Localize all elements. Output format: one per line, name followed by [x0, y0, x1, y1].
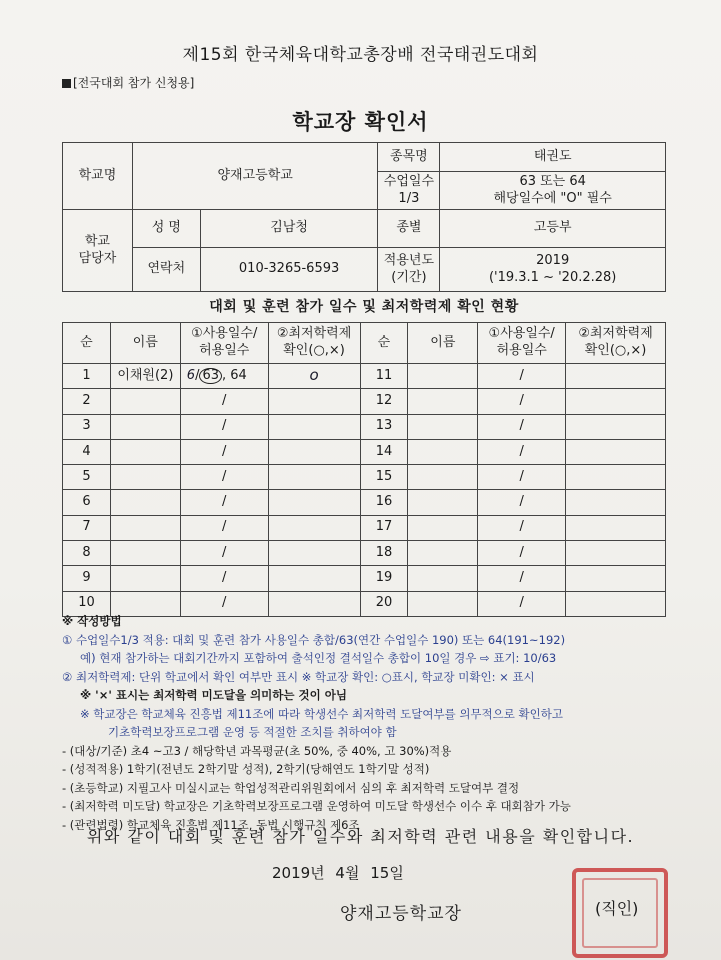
- row-name: [110, 439, 180, 464]
- class-days-value-line1: 63 또는 64: [519, 173, 586, 189]
- manager-label-line1: 학교: [84, 233, 110, 249]
- form-label-text: [전국대회 참가 신청용]: [73, 76, 195, 90]
- contact-label: 연락처: [132, 248, 200, 292]
- table-row: [63, 566, 666, 591]
- row-name: [110, 515, 180, 540]
- row-check: [566, 389, 666, 414]
- header-used-days-2-line1: ①사용일수/: [488, 326, 555, 342]
- header-check-line1: ②최저학력제: [276, 326, 352, 342]
- note-4b: 기초학력보장프로그램 운영 등 적절한 조치를 취하여야 함: [108, 725, 397, 739]
- row-check: [566, 465, 666, 490]
- allowed-days-circled: 63: [199, 368, 222, 384]
- note-1b: 예) 현재 참가하는 대회기간까지 포함하여 출석인정 결석일수 총합이 10일 경우 ⇨ 표기: 10/63: [80, 651, 557, 665]
- row-used-days: /: [478, 439, 566, 464]
- apply-year-label-line1: 적용년도: [383, 252, 434, 268]
- used-days-separator: /: [195, 367, 200, 383]
- row-number: 4: [63, 439, 111, 464]
- row-number: 16: [360, 490, 408, 515]
- header-used-days: [180, 323, 268, 364]
- manager-label-line2: 담당자: [78, 250, 117, 266]
- row-used-days: /: [180, 591, 268, 616]
- row-used-days: /: [180, 465, 268, 490]
- class-days-label-line1: 수업일수: [383, 173, 434, 189]
- header-used-days-2-line2: 허용일수: [496, 343, 547, 358]
- manager-label: [63, 210, 133, 292]
- header-check-line2: 확인(○,×): [283, 343, 345, 358]
- table-row: [63, 465, 666, 490]
- table-row: [63, 364, 666, 389]
- note-8: - (최저학력 미도달) 학교장은 기초학력보장프로그램 운영하여 미도달 학생선수 이수 후 대회참가 가능: [62, 799, 571, 813]
- row-check: [566, 566, 666, 591]
- header-check-2-line2: 확인(○,×): [584, 343, 647, 358]
- note-1a: ① 수업일수1/3 적용: 대회 및 훈련 참가 사용일수 총합/63(연간 수업일수 190) 또는 64(191~192): [62, 632, 566, 647]
- used-days-handwritten: 6: [186, 367, 196, 383]
- table-row: [63, 439, 666, 464]
- row-name: [408, 490, 478, 515]
- allowed-days-alt: , 64: [222, 367, 247, 383]
- row-name: [408, 439, 478, 464]
- row-number: 3: [63, 414, 111, 439]
- row-used-days: /: [180, 414, 268, 439]
- row-number: 19: [360, 566, 408, 591]
- row-name: [110, 490, 180, 515]
- row-check: [268, 515, 360, 540]
- instructions-block: [62, 612, 702, 834]
- row-name: [408, 465, 478, 490]
- row-check: [268, 465, 360, 490]
- section-title: 대회 및 훈련 참가 일수 및 최저학력제 확인 현황: [209, 299, 519, 315]
- row-name: [408, 566, 478, 591]
- header-used-days-line2: 허용일수: [199, 343, 250, 358]
- table-row: [63, 389, 666, 414]
- row-used-days: /: [180, 490, 268, 515]
- principal-signature: 양재고등학교장: [340, 904, 462, 924]
- row-used-days: /: [180, 541, 268, 566]
- row-check: [268, 389, 360, 414]
- row-used-days: /: [180, 439, 268, 464]
- class-days-label-line2: 1/3: [398, 190, 420, 206]
- note-3: ※ '×' 표시는 최저학력 미도달을 의미하는 것이 아님: [80, 688, 347, 702]
- note-2: ② 최저학력제: 단위 학교에서 확인 여부만 표시 ※ 학교장 확인: ○표시, 학교장 미확인: × 표시: [62, 669, 535, 684]
- row-used-days: [180, 364, 268, 389]
- row-name: [110, 414, 180, 439]
- row-number: 13: [360, 414, 408, 439]
- apply-year-value-line2: ('19.3.1 ~ '20.2.28): [488, 269, 617, 285]
- row-name: [408, 389, 478, 414]
- contact-value: 010-3265-6593: [200, 248, 378, 292]
- table-row: [63, 414, 666, 439]
- row-used-days: /: [478, 591, 566, 616]
- row-check: [566, 439, 666, 464]
- note-6: - (성적적용) 1학기(전년도 2학기말 성적), 2학기(당해연도 1학기말 성적): [62, 762, 430, 776]
- table-header-row: [63, 323, 666, 364]
- row-number: 10: [63, 591, 111, 616]
- note-7: - (초등학교) 지필고사 미실시교는 학업성적관리위원회에서 심의 후 최저학력 도달여부 결정: [62, 780, 520, 795]
- page-title: 학교장 확인서: [292, 110, 429, 134]
- row-name: [408, 364, 478, 389]
- row-name: [408, 541, 478, 566]
- class-days-value-line2: 해당일수에 "O" 필수: [493, 190, 612, 206]
- school-name-value: 양재고등학교: [132, 143, 378, 210]
- school-info-table: [62, 142, 666, 292]
- row-name: [110, 389, 180, 414]
- header-check: [268, 323, 360, 364]
- name-value: 김남청: [200, 210, 378, 248]
- confirmation-statement: 위와 같이 대회 및 훈련 참가 일수와 최저학력 관련 내용을 확인합니다.: [86, 827, 635, 846]
- row-used-days: /: [180, 515, 268, 540]
- header-check-2-line1: ②최저학력제: [578, 326, 653, 342]
- row-number: 9: [63, 566, 111, 591]
- apply-year-value-line1: 2019: [536, 252, 570, 268]
- row-check: [566, 364, 666, 389]
- apply-year-label: [378, 248, 440, 292]
- row-number: 14: [360, 439, 408, 464]
- row-name: [110, 566, 180, 591]
- row-used-days: /: [478, 566, 566, 591]
- row-number: 12: [360, 389, 408, 414]
- sport-value: 태권도: [440, 143, 666, 172]
- notes-heading: ※ 작성방법: [62, 614, 122, 628]
- header-no-2: 순: [360, 323, 408, 364]
- note-4a: ※ 학교장은 학교체육 진흥법 제11조에 따라 학생선수 최저학력 도달여부를 의무적으로 확인하고: [80, 706, 563, 721]
- row-used-days: /: [478, 465, 566, 490]
- row-used-days: /: [478, 515, 566, 540]
- row-used-days: /: [478, 364, 566, 389]
- row-check: [268, 364, 360, 389]
- class-days-label: [378, 172, 440, 210]
- form-label: [62, 74, 194, 91]
- row-name: [408, 515, 478, 540]
- check-mark-handwritten: o: [309, 366, 319, 385]
- header-no: 순: [63, 323, 111, 364]
- row-name: [408, 414, 478, 439]
- square-bullet-icon: [62, 79, 71, 88]
- row-used-days: /: [180, 566, 268, 591]
- row-check: [268, 490, 360, 515]
- table-row: [63, 490, 666, 515]
- stamp-label: (직인): [595, 899, 639, 918]
- row-check: [566, 541, 666, 566]
- table-row: [63, 515, 666, 540]
- row-number: 11: [360, 364, 408, 389]
- row-number: 17: [360, 515, 408, 540]
- row-used-days: /: [180, 389, 268, 414]
- row-number: 5: [63, 465, 111, 490]
- row-name: 이채원(2): [110, 364, 180, 389]
- row-used-days: /: [478, 490, 566, 515]
- header-used-days-2: [478, 323, 566, 364]
- row-number: 7: [63, 515, 111, 540]
- row-check: [268, 541, 360, 566]
- issue-date: 2019년 4월 15일: [272, 864, 404, 882]
- header-name-2: 이름: [408, 323, 478, 364]
- header-name: 이름: [110, 323, 180, 364]
- row-used-days: /: [478, 414, 566, 439]
- participation-table: [62, 322, 666, 617]
- category-label: 종별: [378, 210, 440, 248]
- row-used-days: /: [478, 541, 566, 566]
- row-name: [110, 541, 180, 566]
- row-number: 6: [63, 490, 111, 515]
- note-5: - (대상/기준) 초4 ~고3 / 해당학년 과목평균(초 50%, 중 40%, 고 30%)적용: [62, 743, 452, 758]
- sport-label: 종목명: [378, 143, 440, 172]
- apply-year-value: [440, 248, 666, 292]
- row-number: 18: [360, 541, 408, 566]
- header-check-2: [566, 323, 666, 364]
- class-days-value: [440, 172, 666, 210]
- category-value: 고등부: [440, 210, 666, 248]
- row-check: [268, 439, 360, 464]
- table-row: [63, 541, 666, 566]
- row-number: 8: [63, 541, 111, 566]
- row-check: [268, 414, 360, 439]
- event-title: 제15회 한국체육대학교총장배 전국태권도대회: [182, 45, 539, 65]
- row-used-days: /: [478, 389, 566, 414]
- row-name: [110, 465, 180, 490]
- row-check: [566, 414, 666, 439]
- row-number: 20: [360, 591, 408, 616]
- row-number: 1: [63, 364, 111, 389]
- row-check: [268, 566, 360, 591]
- row-check: [566, 515, 666, 540]
- school-name-label: 학교명: [63, 143, 133, 210]
- row-number: 2: [63, 389, 111, 414]
- row-number: 15: [360, 465, 408, 490]
- row-check: [566, 490, 666, 515]
- header-used-days-line1: ①사용일수/: [191, 326, 258, 342]
- apply-year-label-line2: (기간): [391, 269, 427, 285]
- name-label: 성 명: [132, 210, 200, 248]
- note-9: - (관련법령) 학교체육 진흥법 제11조, 동법 시행규칙 제6조: [62, 817, 360, 832]
